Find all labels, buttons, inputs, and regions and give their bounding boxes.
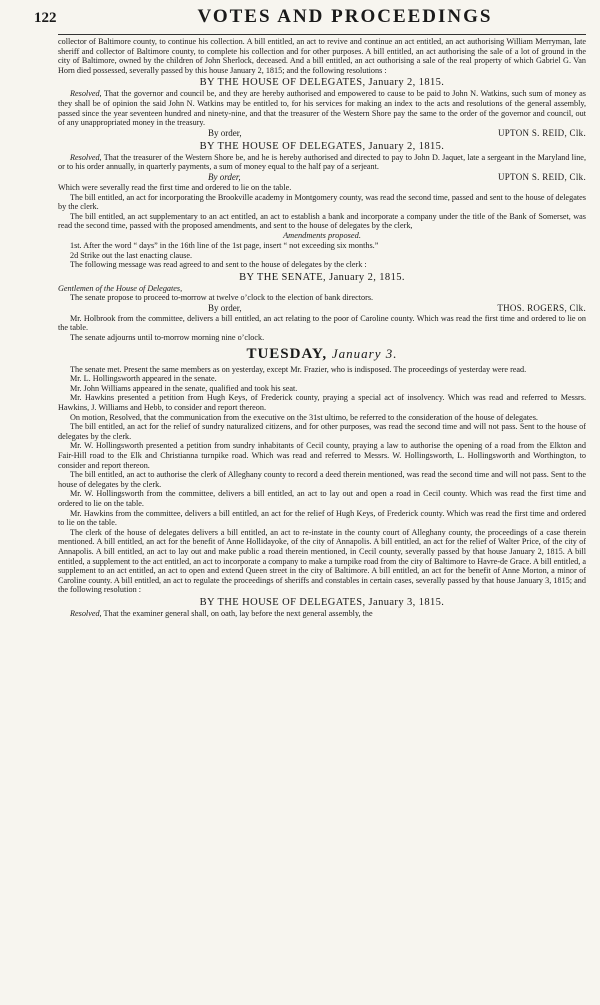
section-heading: BY THE HOUSE OF DELEGATES, January 2, 1815. xyxy=(199,140,445,152)
paragraph: The senate adjourns until to-morrow morning nine o’clock. xyxy=(70,333,265,343)
page-number: 122 xyxy=(34,10,57,26)
day-heading: TUESDAY, January 3. xyxy=(246,345,398,362)
paragraph: The senate met. Present the same members as on yesterday, except Mr. Frazier, who is indisposed. The proceedings of yesterday were read. xyxy=(70,364,527,374)
paragraph: The senate propose to proceed to-morrow at twelve o’clock to the election of bank directors. xyxy=(70,293,374,303)
amendment: 2d Strike out the last enacting clause. xyxy=(70,250,193,260)
paragraph: Mr. Holbrook from the committee, delivers a bill entitled, an act relating to the poor of Caroline county. Which was read the first time and ordered to lie on the table. xyxy=(58,313,586,333)
paragraph: Which were severally read the first time and ordered to lie on the table. xyxy=(58,182,292,192)
resolution: Resolved, That the treasurer of the Western Shore be, and he is hereby authorised and directed to pay to John D. Jaquet, late a sergeant in the Maryland line, or to his order annually, in quarterly payments, a sum of money equal to the half pay of a serjeant. xyxy=(58,152,586,172)
paragraph: The bill entitled, an act to authorise the clerk of Alleghany county to record a deed therein mentioned, was read the second time and will not pass. Sent to the house of delegates by the clerk. xyxy=(58,470,586,489)
paragraph: The bill entitled, an act for the relief of sundry naturalized citizens, and for other purposes, was read the second time and will not pass. Sent to the house of delegates by the clerk. xyxy=(58,422,586,441)
paragraph: The bill entitled, an act supplementary to an act entitled, an act to establish a bank and incorporate a company under the title of the Bank of Somerset, was read the second time, passed with the proposed amendments, and sent to the house of delegates by the clerk, xyxy=(58,211,586,231)
signature-line: By order, UPTON S. REID, Clk. xyxy=(208,171,586,182)
running-head: VOTES AND PROCEEDINGS xyxy=(197,6,493,27)
paragraph: Mr. W. Hollingsworth from the committee, delivers a bill entitled, an act to lay out and open a road in Cecil county. Which was read the first time and ordered to lie on the table. xyxy=(58,489,586,508)
paragraph: The clerk of the house of delegates delivers a bill entitled, an act to re-instate in the county court of Alleghany county, the proceedings of a case therein mentioned. A bill entitled, an act for the benefit of Anne Hollidayoke, of the city of Annapolis. A bill entitled, an act for the relief of Walter Price, of the city of Annapolis. A bill entitled, an act to lay out and make public a road therein mentioned, in Cecil county, severally passed by that house January 2, 1815. A bill entitled, a supplement to the act entitled, an act to incorporate a company to make a turnpike road from the city of Baltimore to Havre-de Grace. A bill entitled, a supplement to an act entitled, an act to open and extend Queen street in the city of Baltimore. A bill entitled, an act for the benefit of Anne Morton, a minor of Caroline county. A bill entitled, an act to regulate the proceedings of sheriffs and constables in certain cases, severally passed by that house January 3, 1815; and the following resolution : xyxy=(58,527,586,595)
resolution: Resolved, That the examiner general shall, on oath, lay before the next general assembly, the xyxy=(70,608,373,618)
paragraph: Mr. John Williams appeared in the senate, qualified and took his seat. xyxy=(70,383,298,393)
signature-line: By order, THOS. ROGERS, Clk. xyxy=(208,302,586,313)
salutation: Gentlemen of the House of Delegates, xyxy=(58,283,183,293)
paragraph: Mr. W. Hollingsworth presented a petition from sundry inhabitants of Cecil county, praying a law to authorise the opening of a road from the Elkton and Fair-Hill road to the Elk and Christianna turnpike road. Which was read and referred to Messrs. W. Hollingsworth, L. Hollingsworth and Worthington, to consider and report thereon. xyxy=(58,441,586,470)
paragraph: The bill entitled, an act for incorporating the Brookville academy in Montgomery county, was read the second time, passed and sent to the house of delegates by the clerk. xyxy=(58,192,586,212)
paragraph: Mr. Hawkins from the committee, delivers a bill entitled, an act for the relief of Hugh Keys, of Frederick county. Which was read the first time and ordered to lie on the table. xyxy=(58,508,586,528)
paragraph: On motion, Resolved, that the communication from the executive on the 31st ultimo, be referred to the consideration of the house of delegates. xyxy=(70,412,538,422)
paragraph: Mr. L. Hollingsworth appeared in the senate. xyxy=(70,374,217,384)
paragraph: Mr. Hawkins presented a petition from Hugh Keys, of Frederick county, praying a special act of insolvency. Which was read and referred to Messrs. Hawkins, J. Williams and Hebb, to consider and report thereon. xyxy=(58,393,586,413)
paragraph: The following message was read agreed to and sent to the house of delegates by the clerk : xyxy=(70,260,367,270)
section-heading: BY THE HOUSE OF DELEGATES, January 3, 1815. xyxy=(199,596,445,608)
page-header xyxy=(34,6,586,35)
section-heading: BY THE SENATE, January 2, 1815. xyxy=(239,271,405,283)
signature-line: By order, UPTON S. REID, Clk. xyxy=(208,127,586,138)
page-body xyxy=(58,37,586,619)
paragraph: collector of Baltimore county, to continue his collection. A bill entitled, an act to revive and continue an act entitled, an act authorising William Merryman, late sheriff and collector of Baltimore county, to complete his collection and for other purposes. A bill entitled, an act authorising the sale of a lot of ground in the city of Baltimore, owned by the children of John Sherlock, deceased. And a bill entitled, an act outhorising a sale of the real property of which Gabriel G. Van Horn died possessed, severally passed by this house January 2, 1815; and the following resolutions : xyxy=(58,37,586,75)
section-heading: BY THE HOUSE OF DELEGATES, January 2, 1815. xyxy=(199,77,445,89)
amendment: 1st. After the word “ days” in the 16th line of the 1st page, insert “ not exceeding six months.” xyxy=(70,240,379,250)
amendments-title: Amendments proposed. xyxy=(283,230,361,240)
resolution: Resolved, That the governor and council be, and they are hereby authorised and empowered to cause to be paid to John N. Watkins, such sum of money as they shall be of opinion the said John N. Watkins may be entitled to, for his services for making an index to the acts and resolutions of the general assembly, passed since the year seventeen hundred and ninety-nine, and that the treasurer of the Western Shore pay the same to the order of the governor and council, out of any unappropriated money in the treasury. xyxy=(58,89,586,128)
